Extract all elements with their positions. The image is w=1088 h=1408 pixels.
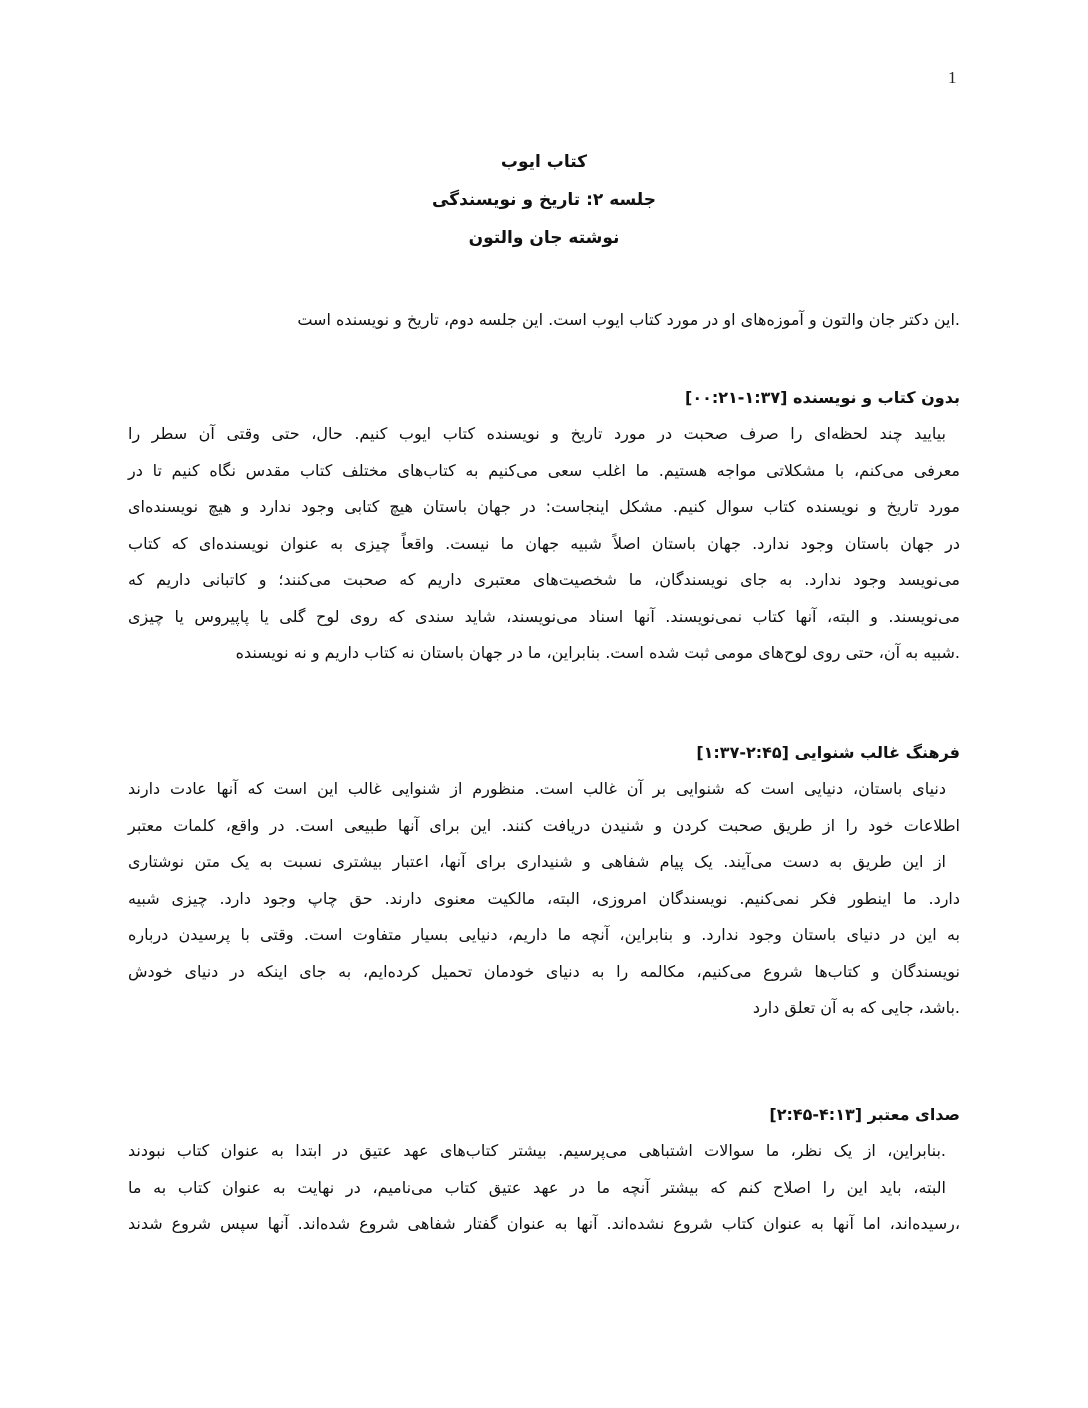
section-heading <box>128 380 960 416</box>
section-timestamp: [۲:۴۵-۴:۱۳] <box>769 1105 863 1124</box>
section-heading-text: فرهنگ غالب شنوایی <box>794 743 960 762</box>
section-hearing-dominant-culture <box>128 735 960 1027</box>
paragraph-line: دارد. ما اینطور فکر نمی‌کنیم. نویسندگان امروزی، البته، مالکیت معنوی دارند. حق چاپ وجود دارد. چیزی شبیه <box>128 888 960 908</box>
paragraph-line: بیایید چند لحظه‌ای را صرف صحبت در مورد تاریخ و نویسنده کتاب ایوب کنیم. حال، حتی وقتی آن سطر را <box>128 424 946 443</box>
session-title: جلسه ۲: تاریخ و نویسندگی <box>432 190 656 210</box>
section-timestamp: [۰۰:۲۱-۱:۳۷] <box>685 388 788 407</box>
section-timestamp: [۱:۳۷-۲:۴۵] <box>696 743 789 762</box>
paragraph-line: در جهان باستان وجود ندارد. جهان باستان اصلاً شبیه جهان ما نیست. واقعاً چیزی به عنوان نویسنده‌ای که کتاب <box>128 533 960 553</box>
paragraph-line: می‌نویسد وجود ندارد. به جای نویسندگان، ما شخصیت‌های معتبری داریم که صحبت می‌کنند؛ و کاتبانی داریم که <box>128 570 960 589</box>
intro-paragraph: .این دکتر جان والتون و آموزه‌های او در مورد کتاب ایوب است. این جلسه دوم، تاریخ و نویسنده است <box>297 310 960 329</box>
book-title: کتاب ایوب <box>500 152 588 172</box>
paragraph-line: مورد تاریخ و نویسنده کتاب سوال کنیم. مشکل اینجاست: در جهان باستان هیچ کتابی وجود ندارد و هیچ نویسنده‌ای <box>128 497 960 516</box>
page-number: 1 <box>948 68 957 87</box>
section-heading <box>128 1097 960 1133</box>
section-no-book-no-author <box>128 380 960 672</box>
paragraph-line: .باشد، جایی که به آن تعلق دارد <box>752 998 960 1017</box>
section-heading-text: صدای معتبر <box>867 1105 960 1124</box>
section-authoritative-voice <box>128 1097 960 1243</box>
paragraph-line: به این در دنیای باستان وجود ندارد. و بنابراین، آنچه ما داریم، دنیایی بسیار متفاوت است. وقتی با پرسیدن درباره <box>128 925 960 944</box>
paragraph-line: اطلاعات خود را از طریق صحبت کردن و شنیدن دریافت کنند. این برای آنها طبیعی است. در واقع، کلمات معتبر <box>128 815 960 835</box>
paragraph-line: .بنابراین، از یک نظر، ما سوالات اشتباهی می‌پرسیم. بیشتر کتاب‌های عهد عتیق در ابتدا به عنوان کتاب نبودند <box>128 1141 946 1160</box>
document-title-block <box>0 143 1088 257</box>
paragraph-line: می‌نویسند. و البته، آنها کتاب نمی‌نویسند. آنها اسناد می‌نویسند، شاید سندی که روی لوح گلی یا پاپیروس یا چیزی <box>128 606 960 626</box>
paragraph-line: نویسندگان و کتاب‌ها شروع می‌کنیم، مکالمه را به دنیای خودمان تحمیل کرده‌ایم، به جای اینکه در دنیای خودش <box>128 961 960 981</box>
paragraph-line: البته، باید این را اصلاح کنم که بیشتر آنچه ما در عهد عتیق کتاب می‌نامیم، در نهایت به عنوان کتاب به ما <box>128 1177 946 1197</box>
paragraph-line: .شبیه به آن، حتی روی لوح‌های مومی ثبت شده است. بنابراین، ما در جهان باستان نه کتاب داریم و نه نویسنده <box>235 643 960 662</box>
paragraph-line: دنیای باستان، دنیایی است که شنوایی بر آن غالب است. منظورم از شنوایی غالب این است که آنها عادت دارند <box>128 779 946 798</box>
section-heading <box>128 735 960 771</box>
paragraph-line: از این طریق به دست می‌آیند. یک پیام شفاهی و شنیداری برای آنها، اعتبار بیشتری نسبت به یک متن نوشتاری <box>128 852 946 871</box>
author-line: نوشته جان والتون <box>468 228 620 248</box>
paragraph-line: ،رسیده‌اند، اما آنها به عنوان کتاب شروع نشده‌اند. آنها به عنوان گفتار شفاهی شروع شده‌اند. آنها سپس شروع شدند <box>128 1214 960 1233</box>
section-heading-text: بدون کتاب و نویسنده <box>793 388 960 407</box>
paragraph-line: معرفی می‌کنم، با مشکلاتی مواجه هستیم. ما اغلب سعی می‌کنیم به کتاب‌های مختلف کتاب مقدس نگاه کنیم تا در <box>128 460 960 480</box>
